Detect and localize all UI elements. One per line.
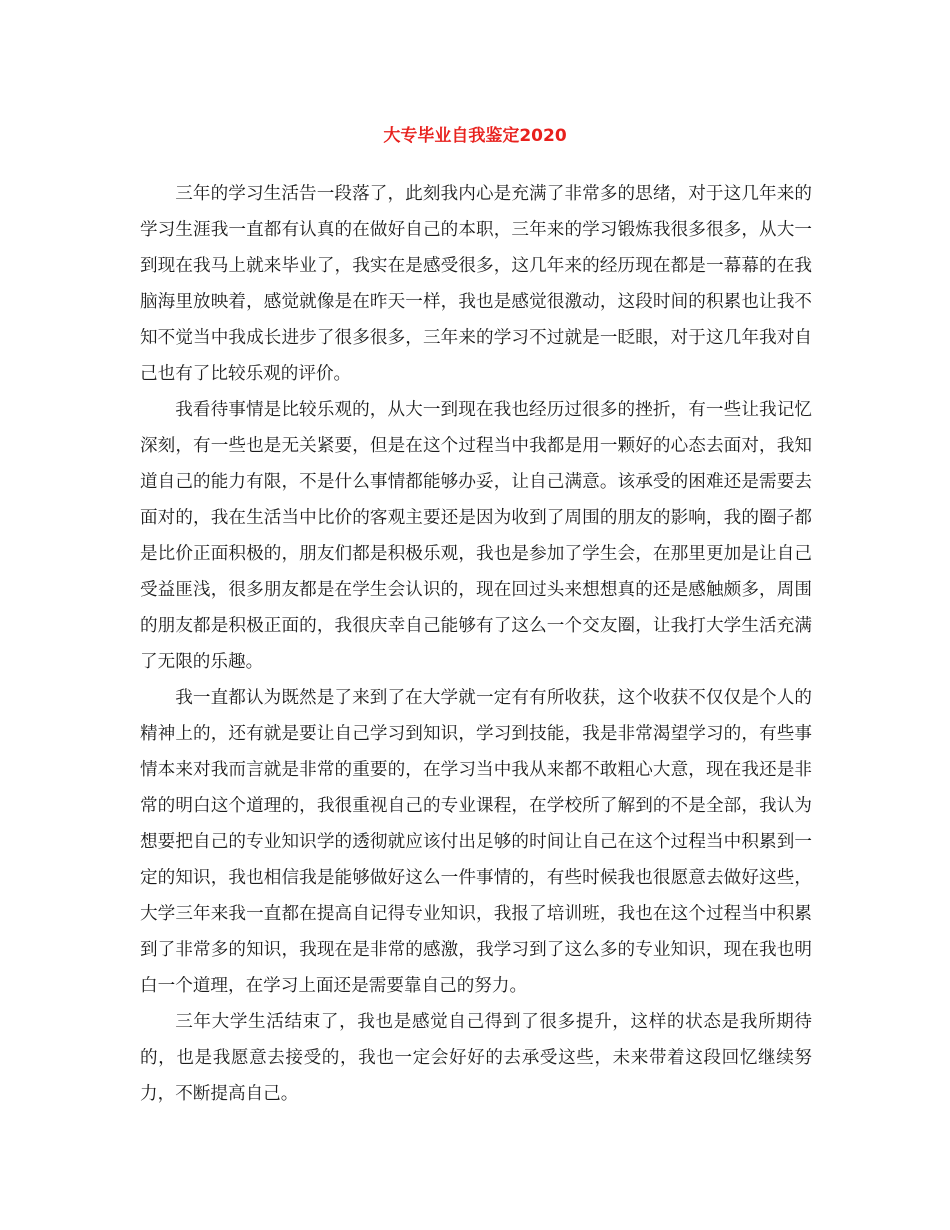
paragraph-4: 三年大学生活结束了，我也是感觉自己得到了很多提升，这样的状态是我所期待的，也是我愿意去接受的，我也一定会好好的去承受这些，未来带着这段回忆继续努力，不断提高自己。 [140,1012,812,1104]
paragraph-3: 我一直都认为既然是了来到了在大学就一定有有所收获，这个收获不仅仅是个人的精神上的，还有就是要让自己学习到知识，学习到技能，我是非常渴望学习的，有些事情本来对我而言就是非常的重要的，在学习当中我从来都不敢粗心大意，现在我还是非常的明白这个道理的，我很重视自己的专业课程，在学校所了解到的不是全部，我认为想要把自己的专业知识学的透彻就应该付出足够的时间让自己在这个过程当中积累到一定的知识，我也相信我是能够做好这么一件事情的，有些时候我也很愿意去做好这些，大学三年来我一直都在提高自记得专业知识，我报了培训班，我也在这个过程当中积累到了非常多的知识，我现在是非常的感激，我学习到了这么多的专业知识，现在我也明白一个道理，在学习上面还是需要靠自己的努力。 [140,688,812,996]
document-body [140,176,812,1112]
paragraph-1: 三年的学习生活告一段落了，此刻我内心是充满了非常多的思绪，对于这几年来的学习生涯我一直都有认真的在做好自己的本职，三年来的学习锻炼我很多很多，从大一到现在我马上就来毕业了，我实在是感受很多，这几年来的经历现在都是一幕幕的在我脑海里放映着，感觉就像是在昨天一样，我也是感觉很激动，这段时间的积累也让我不知不觉当中我成长进步了很多很多，三年来的学习不过就是一眨眼，对于这几年我对自己也有了比较乐观的评价。 [140,184,812,384]
document-title: 大专毕业自我鉴定2020 [383,126,567,146]
paragraph-2: 我看待事情是比较乐观的，从大一到现在我也经历过很多的挫折，有一些让我记忆深刻，有一些也是无关紧要，但是在这个过程当中我都是用一颗好的心态去面对，我知道自己的能力有限，不是什么事情都能够办妥，让自己满意。该承受的困难还是需要去面对的，我在生活当中比价的客观主要还是因为收到了周围的朋友的影响，我的圈子都是比价正面积极的，朋友们都是积极乐观，我也是参加了学生会，在那里更加是让自己受益匪浅，很多朋友都是在学生会认识的，现在回过头来想想真的还是感触颇多，周围的朋友都是积极正面的，我很庆幸自己能够有了这么一个交友圈，让我打大学生活充满了无限的乐趣。 [140,400,812,672]
